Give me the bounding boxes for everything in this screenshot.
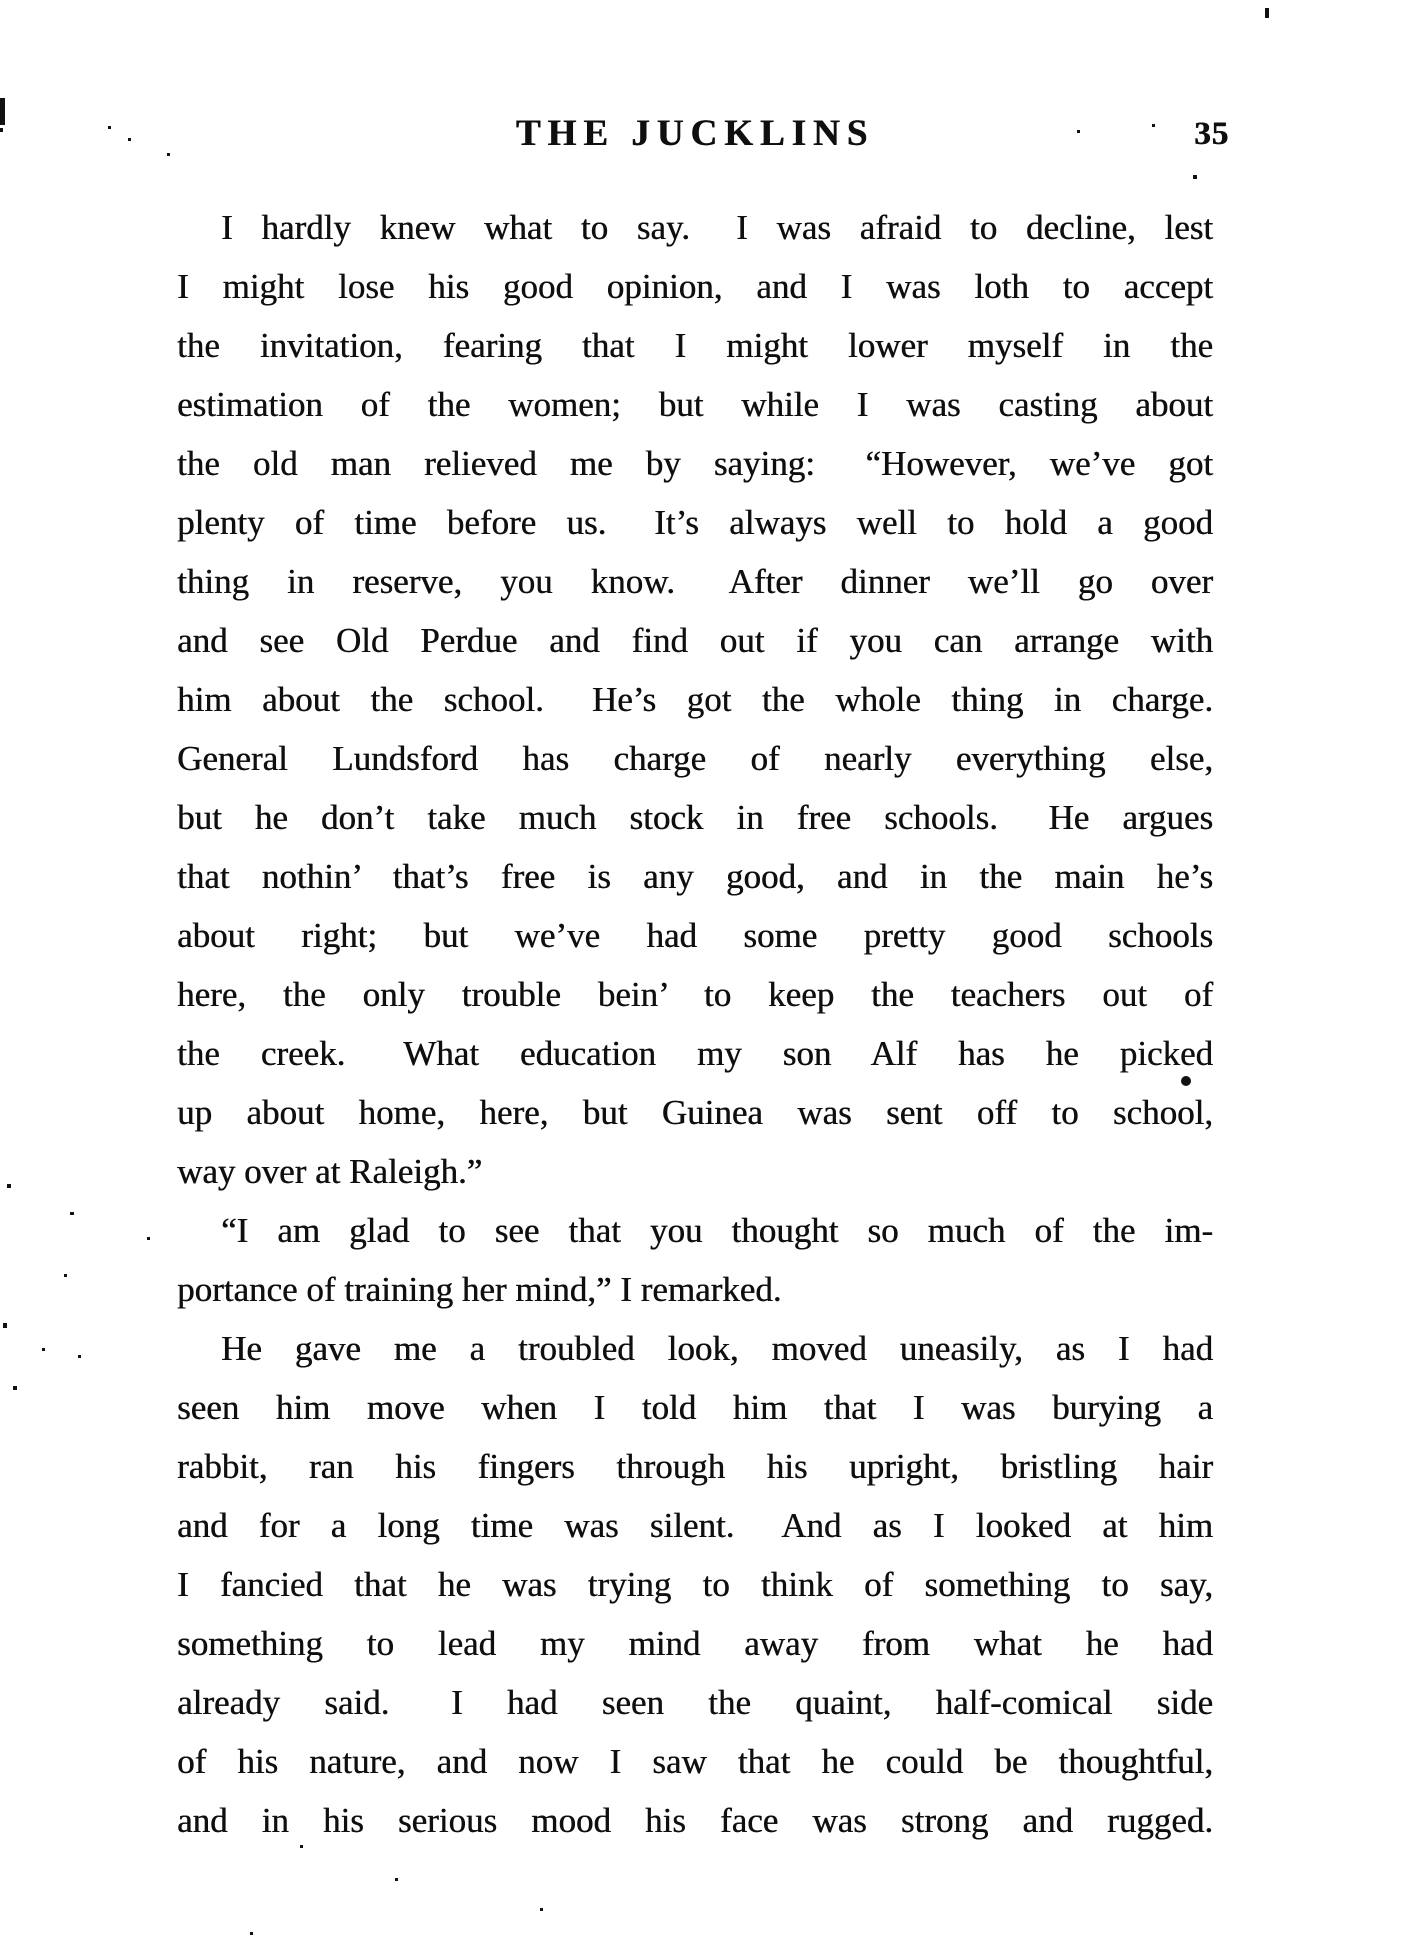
text-line: about right; but we’ve had some pretty good schools <box>177 916 1213 955</box>
page-header-title: THE JUCKLINS <box>515 113 875 154</box>
text-line: I hardly knew what to say. I was afraid to decline, lest <box>221 208 1213 247</box>
text-line: of his nature, and now I saw that he could be thoughtful, <box>177 1742 1213 1781</box>
text-line: the invitation, fearing that I might lower myself in the <box>177 326 1213 365</box>
text-line: here, the only trouble bein’ to keep the teachers out of <box>177 975 1213 1014</box>
text-line: and in his serious mood his face was strong and rugged. <box>177 1801 1213 1840</box>
text-line: thing in reserve, you know. After dinner we’ll go over <box>177 562 1213 601</box>
running-head <box>177 112 1229 158</box>
text-line: rabbit, ran his fingers through his upright, bristling hair <box>177 1447 1213 1486</box>
text-line: but he don’t take much stock in free schools. He argues <box>177 798 1213 837</box>
text-line: I might lose his good opinion, and I was loth to accept <box>177 267 1213 306</box>
scan-edge-artifact <box>0 98 5 125</box>
text-line: the old man relieved me by saying: “However, we’ve got <box>177 444 1213 483</box>
text-line: General Lundsford has charge of nearly everything else, <box>177 739 1213 778</box>
text-line: I fancied that he was trying to think of something to say, <box>177 1565 1213 1604</box>
text-line: already said. I had seen the quaint, half-comical side <box>177 1683 1213 1722</box>
text-line: up about home, here, but Guinea was sent off to school, <box>177 1093 1213 1132</box>
text-line: plenty of time before us. It’s always well to hold a good <box>177 503 1213 542</box>
text-line: and for a long time was silent. And as I looked at him <box>177 1506 1213 1545</box>
text-line: something to lead my mind away from what he had <box>177 1624 1213 1663</box>
body-text <box>177 198 1213 1850</box>
text-line: He gave me a troubled look, moved uneasily, as I had <box>221 1329 1213 1368</box>
text-line: the creek. What education my son Alf has he picked <box>177 1034 1213 1073</box>
text-line: and see Old Perdue and find out if you can arrange with <box>177 621 1213 660</box>
text-line: that nothin’ that’s free is any good, and in the main he’s <box>177 857 1213 896</box>
text-line: portance of training her mind,” I remarked. <box>177 1270 782 1309</box>
ink-dot <box>1181 1076 1191 1086</box>
text-line: estimation of the women; but while I was casting about <box>177 385 1213 424</box>
text-line: seen him move when I told him that I was burying a <box>177 1388 1213 1427</box>
page-number: 35 <box>1194 116 1229 152</box>
text-line: “I am glad to see that you thought so much of the im- <box>221 1211 1213 1250</box>
text-line: him about the school. He’s got the whole thing in charge. <box>177 680 1213 719</box>
text-line: way over at Raleigh.” <box>177 1152 483 1191</box>
